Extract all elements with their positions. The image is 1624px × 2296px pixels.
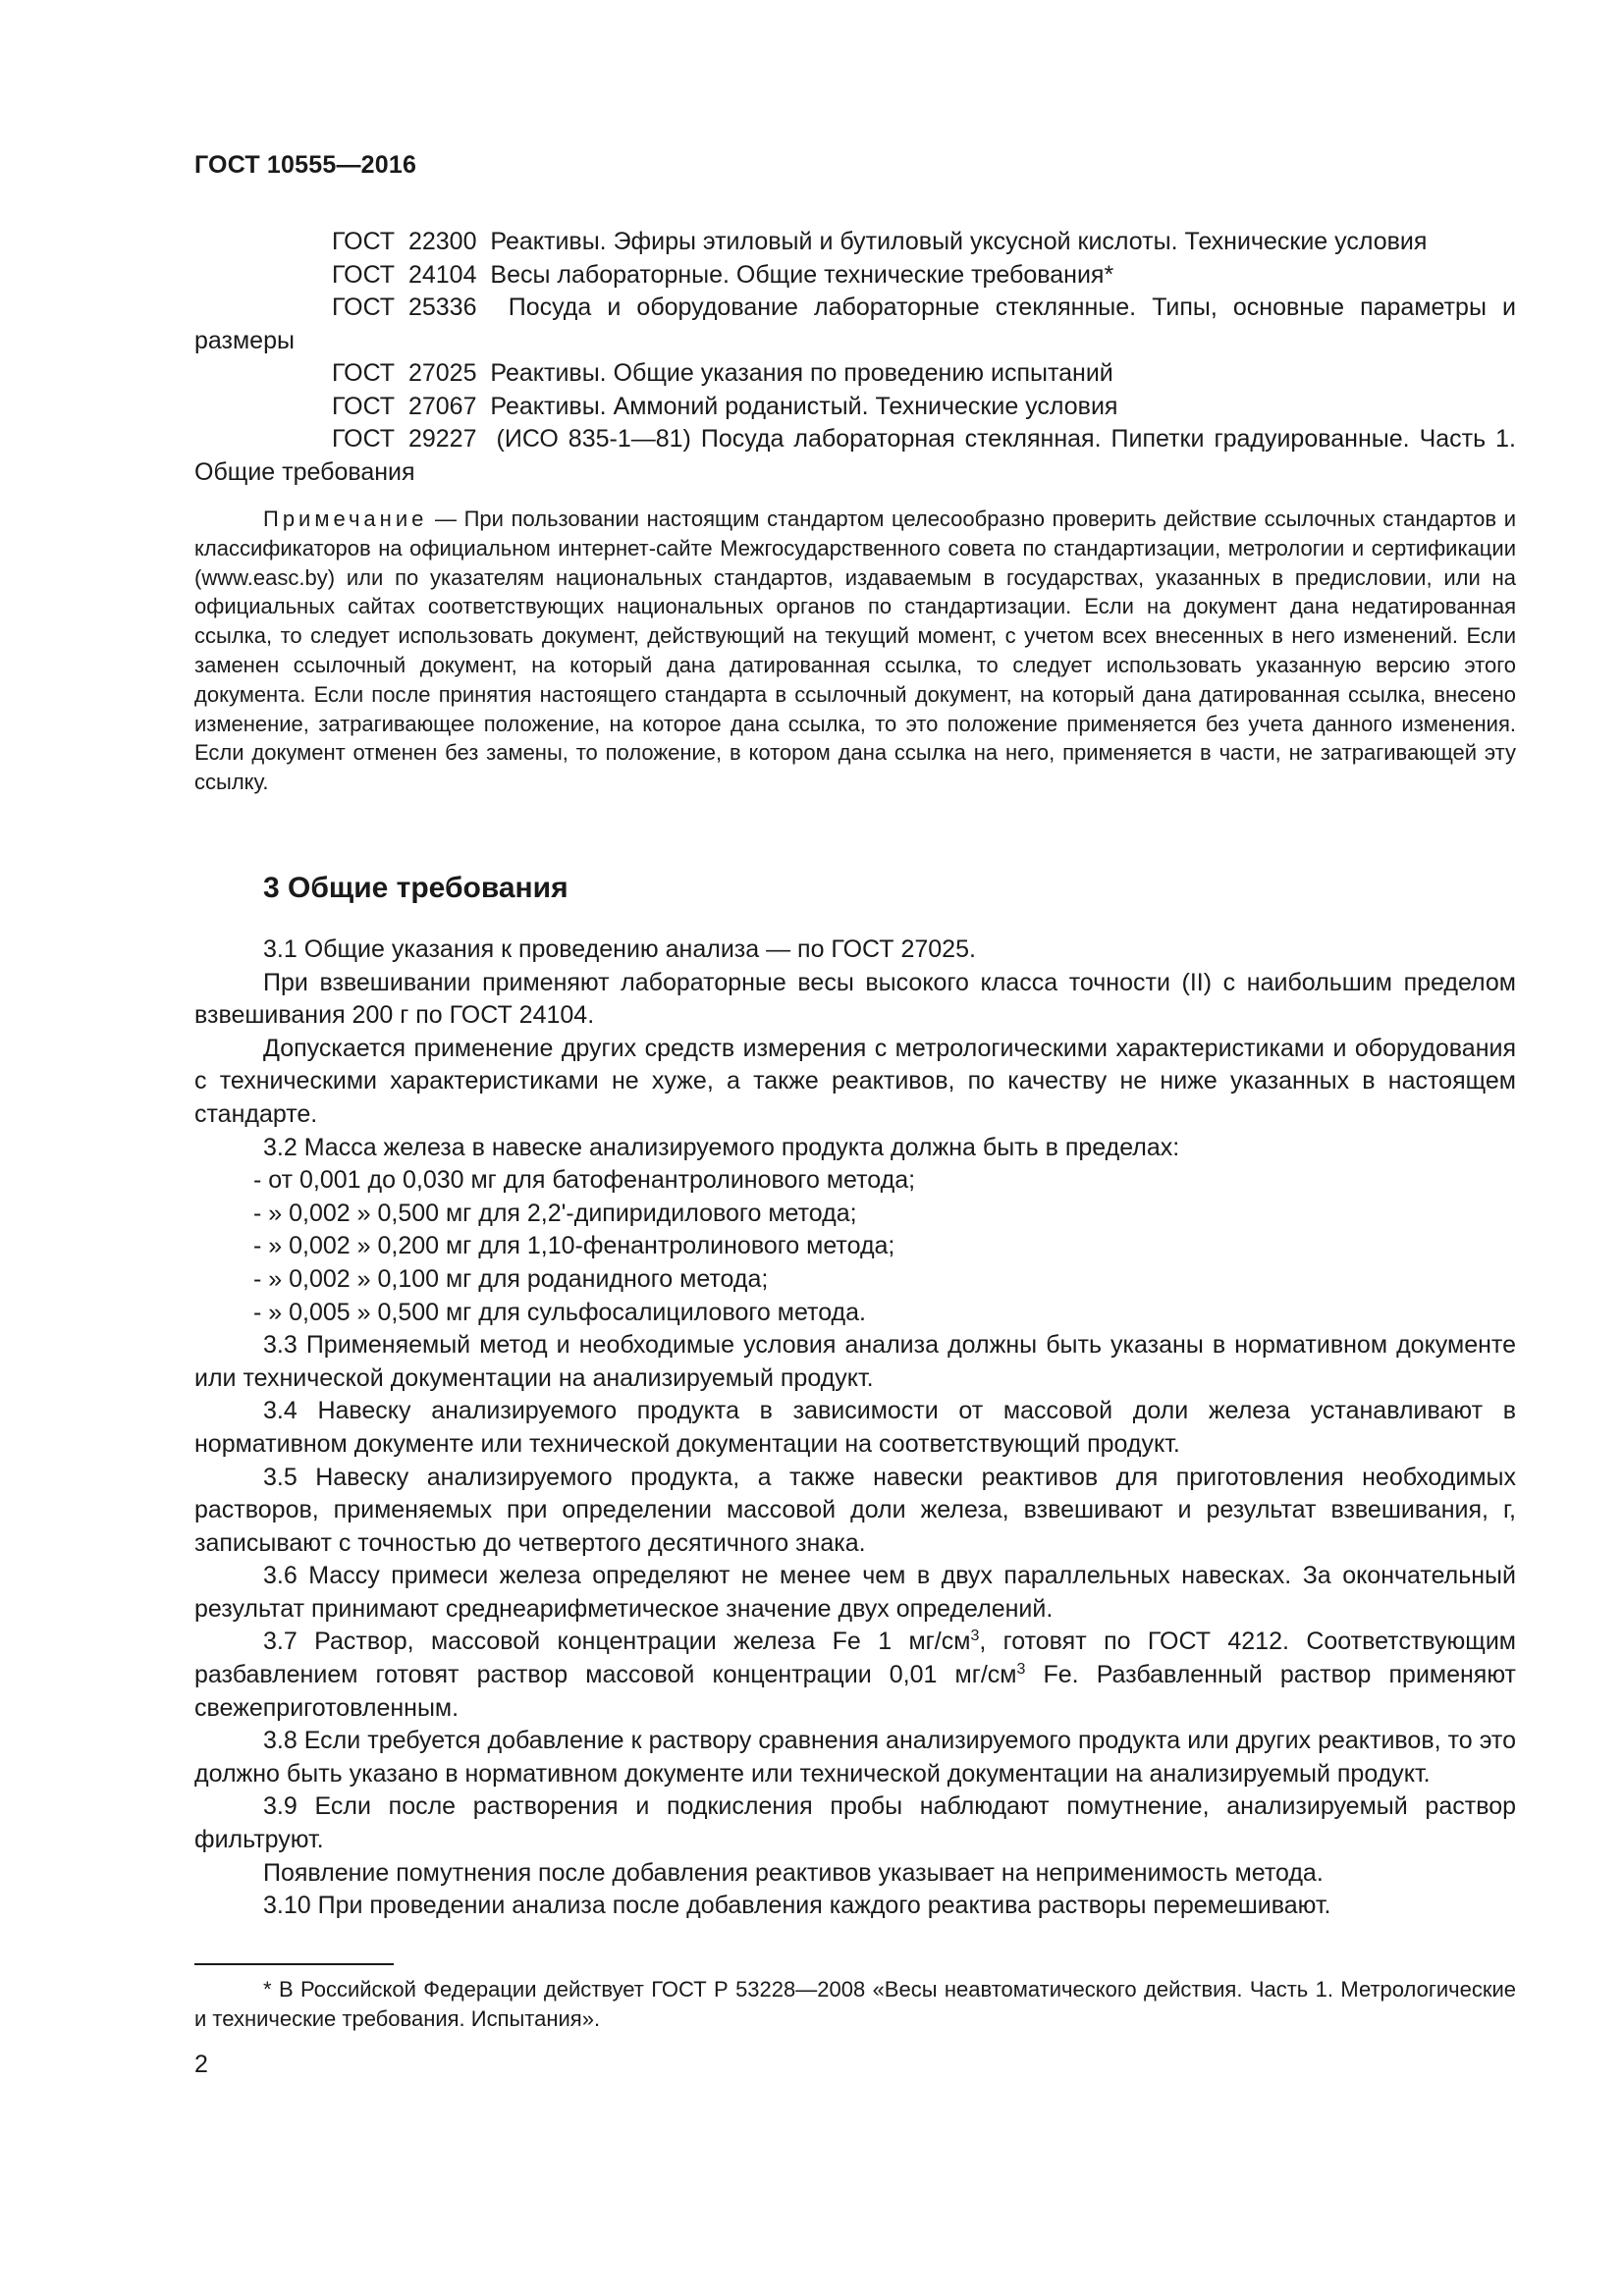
reference-code: ГОСТ 22300 <box>332 228 477 255</box>
iron-mass-range: - » 0,002 » 0,100 мг для роданидного метода; <box>253 1264 769 1293</box>
clause-3-3: 3.3 Применяемый метод и необходимые условия анализа должны быть указаны в нормативном документе или технической документации на анализируемый продукт. <box>194 1331 1516 1392</box>
page-number: 2 <box>194 2051 208 2078</box>
clause-3-9: 3.9 Если после растворения и подкисления пробы наблюдают помутнение, анализируемый раствор фильтруют. <box>194 1792 1516 1854</box>
clause-3-4: 3.4 Навеску анализируемого продукта в зависимости от массовой доли железа устанавливают в нормативном документе или технической документации на соответствующий продукт. <box>194 1397 1516 1458</box>
reference-code: ГОСТ 27067 <box>332 392 477 420</box>
clause-3-7 <box>194 1626 1516 1725</box>
reference-item <box>194 259 1516 293</box>
superscript-3: 3 <box>1016 1661 1026 1679</box>
paragraph-turbidity: Появление помутнения после добавления реактивов указывает на неприменимость метода. <box>263 1858 1324 1887</box>
reference-title: Посуда и оборудование лабораторные стеклянные. Типы, основные параметры и размеры <box>194 294 1516 354</box>
note-text: — При пользовании настоящим стандартом целесообразно проверить действие ссылочных стандартов и классификаторов на официальном интернет-сайте Межгосударственного совета по стандартизации, метрологии и сертификации (www.easc.by) или по указателям национальных стандартов, издаваемым в государствах, указанных в предисловии, или на официальных сайтах соответствующих национальных органов по стандартизации. Если на документ дана недатированная ссылка, то следует использовать документ, действующий на текущий момент, с учетом всех внесенных в него изменений. Если заменен ссылочный документ, на который дана датированная ссылка, то следует использовать указанную версию этого документа. Если после принятия настоящего стандарта в ссылочный документ, на который дана датированная ссылка, внесено изменение, затрагивающее положение, на которое дана ссылка, то это положение применяется без учета данного изменения. Если документ отменен без замены, то положение, в котором дана ссылка на него, применяется в части, не затрагивающей эту ссылку. <box>194 507 1517 795</box>
paragraph-weighing: При взвешивании применяют лабораторные весы высокого класса точности (II) с наибольшим пределом взвешивания 200 г по ГОСТ 24104. <box>194 968 1516 1030</box>
reference-code: ГОСТ 27025 <box>332 359 477 387</box>
document-page <box>194 0 1516 2296</box>
iron-mass-range: - » 0,002 » 0,500 мг для 2,2'-дипиридилового метода; <box>253 1199 857 1227</box>
superscript-3: 3 <box>970 1628 980 1645</box>
iron-mass-range: - » 0,002 » 0,200 мг для 1,10-фенантролинового метода; <box>253 1232 895 1260</box>
clause-3-7-part-c: Fe. Разбавленный раствор применяют свежеприготовленным. <box>194 1661 1516 1722</box>
reference-item <box>194 391 1516 424</box>
references-note <box>194 505 1516 797</box>
section-body <box>194 934 1516 1923</box>
clause-3-7-part-b: , готовят по ГОСТ 4212. Соответствующим разбавлением готовят раствор массовой концентрации 0,01 мг/см <box>194 1628 1516 1689</box>
iron-mass-range: - от 0,001 до 0,030 мг для батофенантролинового метода; <box>253 1166 916 1195</box>
reference-item <box>194 357 1516 391</box>
clause-3-10: 3.10 При проведении анализа после добавления каждого реактива растворы перемешивают. <box>263 1892 1331 1920</box>
clause-3-2: 3.2 Масса железа в навеске анализируемого продукта должна быть в пределах: <box>263 1133 1180 1161</box>
clause-3-1: 3.1 Общие указания к проведению анализа — по ГОСТ 27025. <box>263 935 976 963</box>
reference-title: Реактивы. Аммоний роданистый. Технические условия <box>490 392 1118 420</box>
reference-code: ГОСТ 24104 <box>332 260 477 289</box>
normative-references-list <box>194 226 1516 489</box>
clause-3-8: 3.8 Если требуется добавление к раствору сравнения анализируемого продукта или других реактивов, то это должно быть указано в нормативном документе или технической документации на анализируемый продукт. <box>194 1727 1516 1788</box>
iron-mass-range: - » 0,005 » 0,500 мг для сульфосалицилового метода. <box>253 1298 866 1326</box>
reference-code: ГОСТ 29227 <box>332 425 477 453</box>
footnote-divider <box>194 1963 394 1965</box>
reference-item <box>194 423 1516 489</box>
reference-item <box>194 292 1516 357</box>
section-title: 3 Общие требования <box>263 872 568 904</box>
clause-3-7-part-a: 3.7 Раствор, массовой концентрации железа Fe 1 мг/см <box>263 1628 971 1656</box>
reference-title: (ИСО 835-1—81) Посуда лабораторная стеклянная. Пипетки градуированные. Часть 1. Общие требования <box>194 425 1516 486</box>
clause-3-6: 3.6 Массу примеси железа определяют не менее чем в двух параллельных навесках. За окончательный результат принимают среднеарифметическое значение двух определений. <box>194 1562 1516 1623</box>
reference-title: Реактивы. Эфиры этиловый и бутиловый уксусной кислоты. Технические условия <box>490 228 1428 255</box>
note-label: Примечание <box>263 507 428 531</box>
footnote: * В Российской Федерации действует ГОСТ Р 53228—2008 «Весы неавтоматического действия. Часть 1. Метрологические и технические требования. Испытания». <box>194 1977 1516 2031</box>
reference-item <box>194 226 1516 259</box>
paragraph-allowed: Допускается применение других средств измерения с метрологическими характеристиками и оборудования с техническими характеристиками не хуже, а также реактивов, по качеству не ниже указанных в настоящем стандарте. <box>194 1034 1516 1128</box>
reference-title: Реактивы. Общие указания по проведению испытаний <box>490 359 1113 387</box>
document-header: ГОСТ 10555—2016 <box>194 151 417 179</box>
reference-code: ГОСТ 25336 <box>332 294 477 321</box>
reference-title: Весы лабораторные. Общие технические требования* <box>490 260 1114 289</box>
clause-3-5: 3.5 Навеску анализируемого продукта, а также навески реактивов для приготовления необходимых растворов, применяемых при определении массовой доли железа, взвешивают и результат взвешивания, г, записывают с точностью до четвертого десятичного знака. <box>194 1463 1516 1557</box>
